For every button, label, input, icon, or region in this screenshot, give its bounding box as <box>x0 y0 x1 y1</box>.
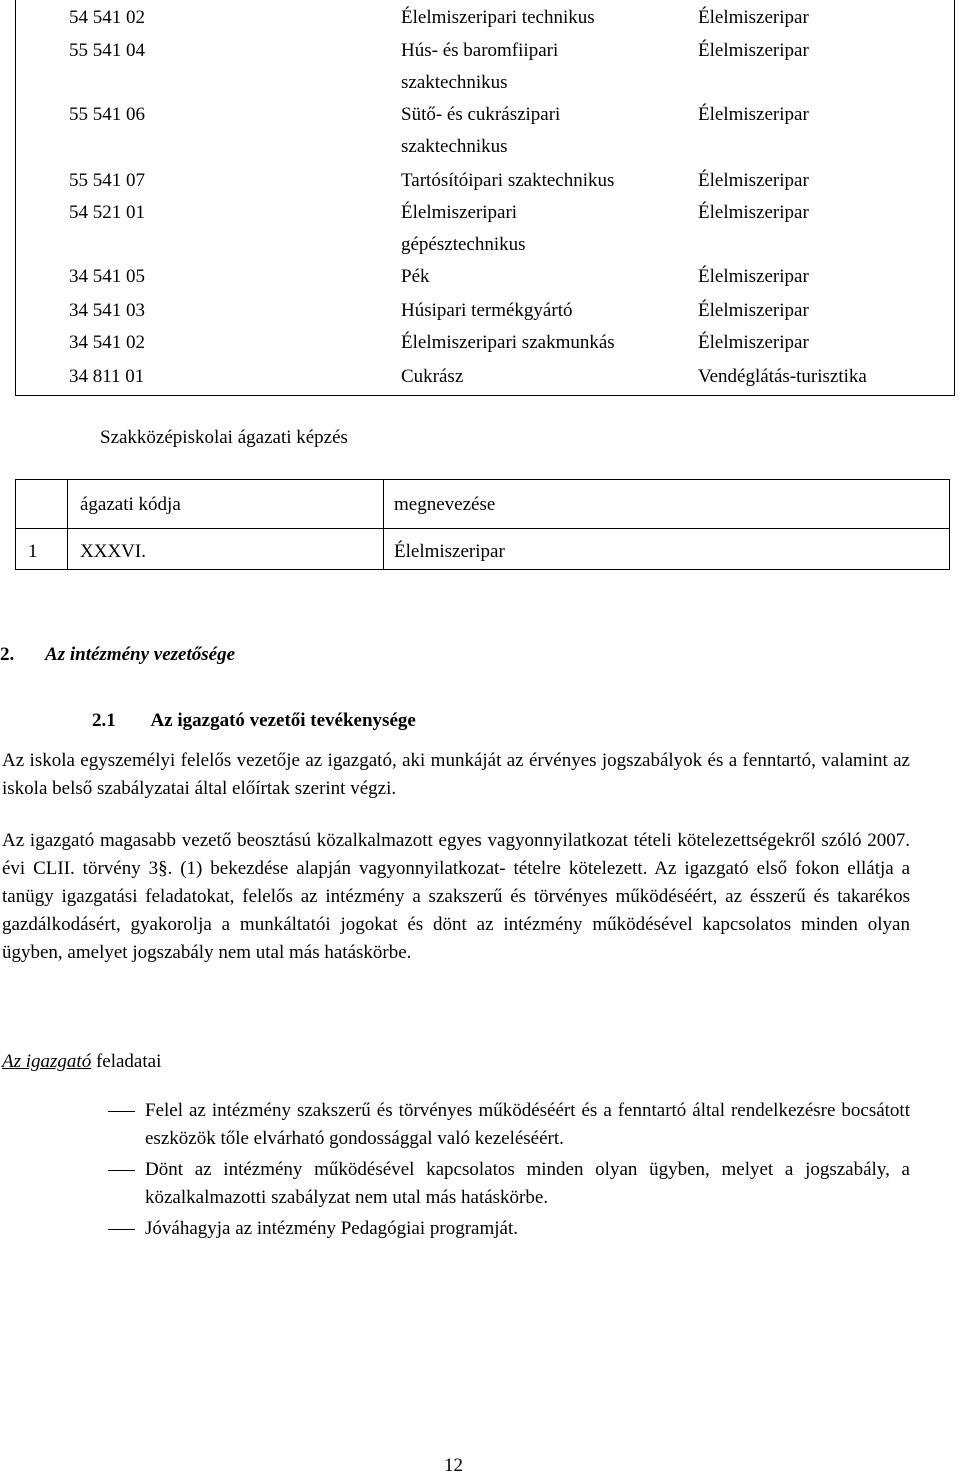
row-code: 34 541 02 <box>69 332 145 353</box>
row-code: 55 541 04 <box>69 40 145 61</box>
row-sector: Élelmiszeripar <box>698 332 809 353</box>
row-name-line: Hús- és baromfiipari <box>401 40 559 61</box>
paragraph: Az iskola egyszemélyi felelős vezetője az igazgató, aki munkáját az érvényes jogszabályok és a fenntartó, valamint az iskola belső szabályzatai által előírtak szerint végzi. <box>2 750 910 799</box>
qualifications-table <box>15 0 955 396</box>
table-divider <box>16 528 949 529</box>
list-item <box>108 1097 910 1153</box>
subheading: Szakközépiskolai ágazati képzés <box>100 427 348 448</box>
row-sector: Élelmiszeripar <box>698 104 809 125</box>
row-name-line: Tartósítóipari szaktechnikus <box>401 170 615 191</box>
row-sector: Vendéglátás-turisztika <box>698 366 867 387</box>
row-name <box>401 35 701 99</box>
row-code: 34 811 01 <box>69 366 145 387</box>
row-name <box>401 361 701 393</box>
header-name: megnevezése <box>394 494 496 515</box>
row-name-line: Élelmiszeripari technikus <box>401 7 595 28</box>
row-code: 54 541 02 <box>69 7 145 28</box>
row-sector: Élelmiszeripar <box>698 40 809 61</box>
page-number: 12 <box>444 1455 463 1476</box>
list-item-text: Felel az intézmény szakszerű és törvényes működéséért és a fenntartó által rendelkezésre bocsátott eszközök tőle elvárható gondossággal való kezeléséért. <box>145 1100 910 1149</box>
row-name <box>401 327 701 359</box>
row-name <box>401 99 701 163</box>
row-name-line: Élelmiszeripari <box>401 202 518 223</box>
section-number: 2. <box>0 644 15 665</box>
row-name: Élelmiszeripar <box>394 541 505 562</box>
row-name-line: Cukrász <box>401 366 464 387</box>
tasks-heading-rest: feladatai <box>91 1051 162 1072</box>
list-item <box>108 1156 910 1212</box>
section-title: Az intézmény vezetősége <box>45 644 236 665</box>
list-item-text: Dönt az intézmény működésével kapcsolatos minden olyan ügyben, melyet a jogszabály, a közalkalmazotti szabályzat nem utal más hatáskörbe. <box>145 1159 910 1208</box>
row-code: 55 541 07 <box>69 170 145 191</box>
row-name-line: szaktechnikus <box>401 72 508 93</box>
row-name-line: szaktechnikus <box>401 136 508 157</box>
row-code: 55 541 06 <box>69 104 145 125</box>
row-name-line: Élelmiszeripari szakmunkás <box>401 332 615 353</box>
tasks-heading-em: Az igazgató <box>2 1051 92 1072</box>
section-heading-2 <box>0 644 235 666</box>
row-code: 54 521 01 <box>69 202 145 223</box>
tasks-list <box>108 1097 910 1246</box>
row-name <box>401 295 701 327</box>
tasks-heading <box>2 1046 161 1078</box>
row-index: 1 <box>28 541 38 562</box>
row-name <box>401 261 701 293</box>
row-code: 34 541 03 <box>69 300 145 321</box>
section-title: Az igazgató vezetői tevékenysége <box>150 710 416 731</box>
row-name-line: Húsipari termékgyártó <box>401 300 573 321</box>
row-sector: Élelmiszeripar <box>698 300 809 321</box>
row-name <box>401 165 701 197</box>
row-sector: Élelmiszeripar <box>698 170 809 191</box>
table-divider <box>383 480 384 569</box>
table-divider <box>67 480 68 569</box>
row-name <box>401 2 701 34</box>
row-sector: Élelmiszeripar <box>698 266 809 287</box>
list-item <box>108 1215 910 1243</box>
row-code: XXXVI. <box>80 541 146 562</box>
row-name-line: Pék <box>401 266 430 287</box>
row-code: 34 541 05 <box>69 266 145 287</box>
row-name-line: Sütő- és cukrászipari <box>401 104 561 125</box>
paragraph: Az igazgató magasabb vezető beosztású közalkalmazott egyes vagyonnyilatkozat tételi kötelezettségekről szóló 2007. évi CLII. törvény 3§. (1) bekezdése alapján vagyonnyilatkozat- tételre kötelezett. Az igazgató első fokon ellátja a tanügy igazgatási feladatokat, felelős az intézmény a szakszerű és törvényes működéséért, az ésszerű és takarékos gazdálkodásért, gyakorolja a munkáltatói jogokat és dönt az intézmény működésével kapcsolatos minden olyan ügyben, amelyet jogszabály nem utal más hatáskörbe. <box>2 830 910 963</box>
section-heading-2-1 <box>0 705 416 737</box>
header-code: ágazati kódja <box>80 494 181 515</box>
row-name-line: gépésztechnikus <box>401 234 526 255</box>
sector-table <box>15 479 950 570</box>
row-name <box>401 197 701 261</box>
section-number: 2.1 <box>92 710 116 731</box>
row-sector: Élelmiszeripar <box>698 202 809 223</box>
row-sector: Élelmiszeripar <box>698 7 809 28</box>
list-item-text: Jóváhagyja az intézmény Pedagógiai programját. <box>145 1218 519 1239</box>
